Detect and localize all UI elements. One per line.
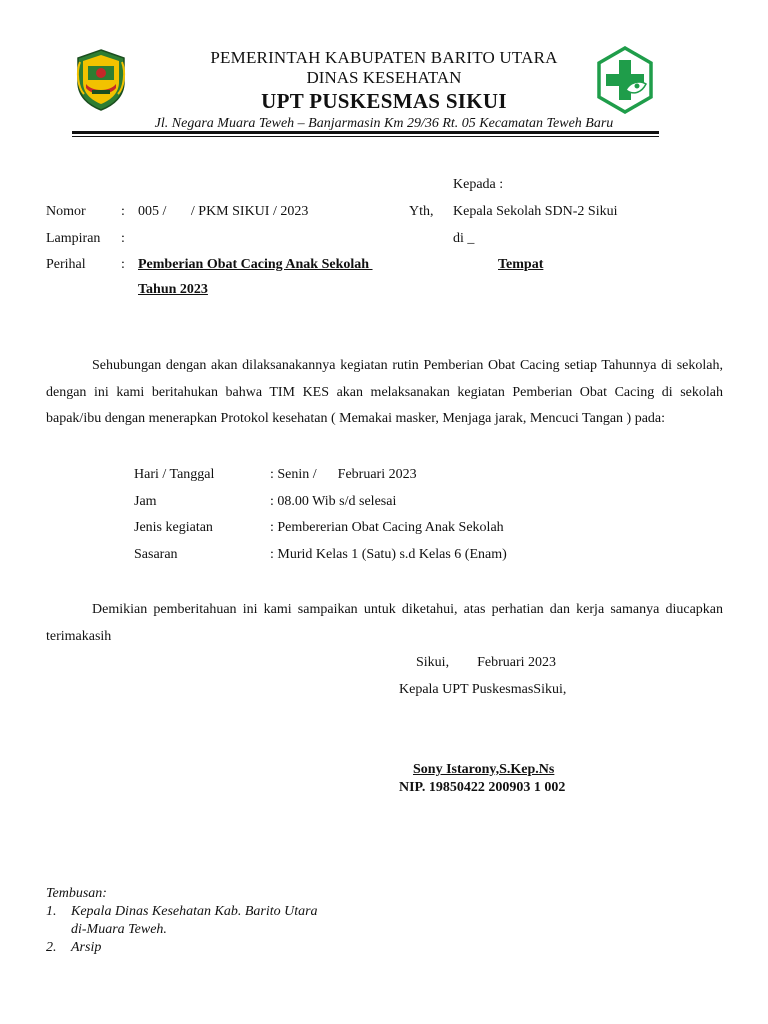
tembusan-item-1-num: 1. (46, 904, 57, 919)
tembusan-item-2-num: 2. (46, 940, 57, 955)
signature-nip: NIP. 19850422 200903 1 002 (399, 780, 566, 795)
recipient-yth: Yth, (409, 204, 434, 219)
detail-label-date: Hari / Tanggal (134, 467, 215, 482)
nomor-colon: : (121, 204, 125, 219)
body-paragraph-intro: Sehubungan dengan akan dilaksanakannya kegiatan rutin Pemberian Obat Cacing setiap Tahunnya di sekolah, dengan ini kami beritahukan bahwa TIM KES akan melaksanakan kegiatan Pemberian Obat Cacing di sekolah bapak/ibu dengan menerapkan Protokol kesehatan ( Memakai masker, Menjaga jarak, Mencuci Tangan ) pada: (46, 358, 723, 426)
signature-place-date: Sikui, Februari 2023 (416, 655, 556, 670)
header-institution-name: UPT PUSKESMAS SIKUI (261, 89, 507, 113)
recipient-tempat: Tempat (498, 257, 544, 272)
nomor-label: Nomor (46, 204, 86, 219)
nomor-value: 005 / / PKM SIKUI / 2023 (138, 204, 309, 219)
header-department-line: DINAS KESEHATAN (306, 68, 462, 87)
header-divider-thin (72, 136, 659, 137)
tembusan-item-2-line1: Arsip (71, 940, 102, 955)
lampiran-label: Lampiran (46, 231, 101, 246)
detail-value-time: : 08.00 Wib s/d selesai (270, 494, 397, 509)
detail-label-activity: Jenis kegiatan (134, 520, 213, 535)
perihal-line2: Tahun 2023 (138, 282, 208, 297)
lampiran-colon: : (121, 231, 125, 246)
perihal-colon: : (121, 257, 125, 272)
header-government-line: PEMERINTAH KABUPATEN BARITO UTARA (210, 48, 558, 67)
tembusan-title: Tembusan: (46, 886, 107, 901)
detail-label-time: Jam (134, 494, 157, 509)
header-address: Jl. Negara Muara Teweh – Banjarmasin Km 29/36 Rt. 05 Kecamatan Teweh Baru (154, 116, 614, 131)
signature-position: Kepala UPT PuskesmasSikui, (399, 682, 567, 697)
header-divider-thick (72, 131, 659, 134)
perihal-line1: Pemberian Obat Cacing Anak Sekolah (138, 257, 373, 272)
detail-label-target: Sasaran (134, 547, 178, 562)
recipient-name: Kepala Sekolah SDN-2 Sikui (453, 204, 618, 219)
body-paragraph-closing: Demikian pemberitahuan ini kami sampaikan untuk diketahui, atas perhatian dan kerja samanya diucapkan terimakasih (46, 602, 723, 644)
recipient-kepada: Kepada : (453, 177, 504, 192)
tembusan-item-1-line1: Kepala Dinas Kesehatan Kab. Barito Utara (71, 904, 318, 919)
perihal-label: Perihal (46, 257, 86, 272)
detail-value-date: : Senin / Februari 2023 (270, 467, 417, 482)
tembusan-item-1-line2: di-Muara Teweh. (71, 922, 167, 937)
detail-value-activity: : Pembererian Obat Cacing Anak Sekolah (270, 520, 504, 535)
recipient-di: di _ (453, 231, 475, 246)
signature-name: Sony Istarony,S.Kep.Ns (413, 762, 555, 777)
detail-value-target: : Murid Kelas 1 (Satu) s.d Kelas 6 (Enam) (270, 547, 507, 562)
